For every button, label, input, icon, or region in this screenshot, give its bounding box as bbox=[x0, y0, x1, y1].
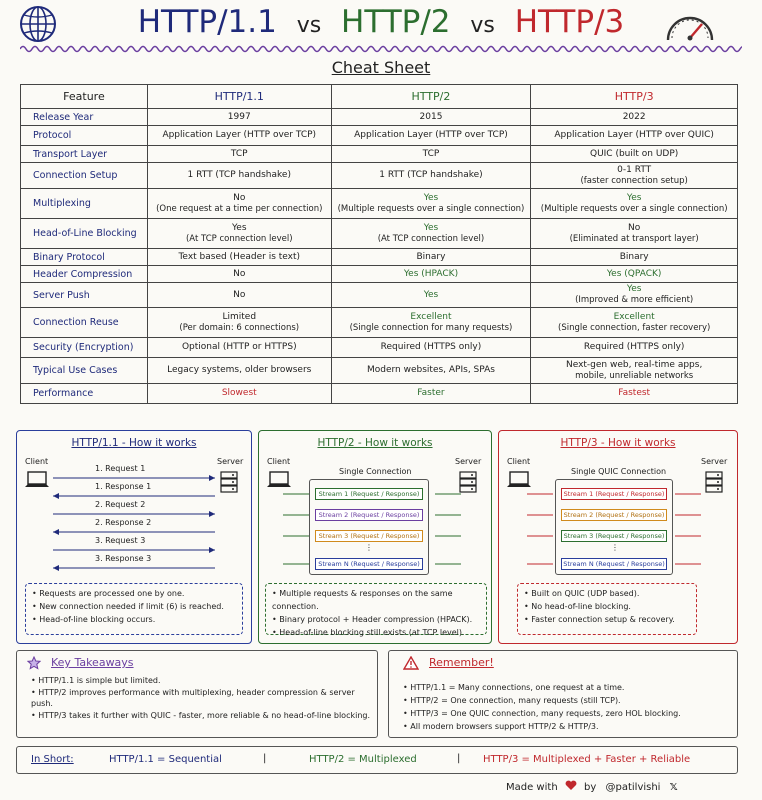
cell-h2 bbox=[331, 163, 531, 189]
note-item: • Faster connection setup & recovery. bbox=[524, 613, 690, 626]
footer-by: by bbox=[584, 782, 597, 793]
cell-h2 bbox=[331, 358, 531, 384]
step-label: 2. Response 2 bbox=[95, 518, 152, 527]
step-label: 3. Response 3 bbox=[95, 554, 152, 563]
cell-value: Required (HTTPS only) bbox=[583, 342, 685, 352]
cell-h2 bbox=[331, 283, 531, 308]
feature-cell: Connection Setup bbox=[21, 163, 148, 189]
cell-note: mobile, unreliable networks bbox=[575, 370, 694, 381]
cell-value: TCP bbox=[422, 148, 440, 159]
cell-value: Yes bbox=[423, 289, 439, 300]
note-item: • Built on QUIC (UDP based). bbox=[524, 587, 690, 600]
feature-cell: Header Compression bbox=[21, 266, 148, 283]
cell-value: No bbox=[628, 222, 641, 233]
header-http3: HTTP/3 bbox=[531, 85, 738, 109]
cell-h1 bbox=[147, 308, 331, 338]
cell-value: Yes bbox=[423, 222, 439, 233]
feature-cell: Server Push bbox=[21, 283, 148, 308]
globe-icon bbox=[18, 4, 58, 44]
cell-note: (Multiple requests over a single connection) bbox=[540, 203, 728, 214]
http3-panel-title: HTTP/3 - How it works bbox=[560, 437, 676, 449]
stream-ellipsis: ⋮ bbox=[365, 543, 373, 552]
cell-note: (Improved & more efficient) bbox=[575, 295, 694, 305]
in-short-http1: HTTP/1.1 = Sequential bbox=[109, 754, 222, 765]
header-http1: HTTP/1.1 bbox=[147, 85, 331, 109]
title-http2: HTTP/2 bbox=[341, 4, 451, 40]
list-item: • All modern browsers support HTTP/2 & HTTP/3. bbox=[403, 720, 733, 733]
cell-note: (At TCP connection level) bbox=[185, 233, 293, 244]
note-item: • No head-of-line blocking. bbox=[524, 600, 690, 613]
request-response-labels bbox=[77, 461, 187, 571]
cell-value: Binary bbox=[416, 251, 446, 262]
cell-value: 1 RTT (TCP handshake) bbox=[379, 170, 483, 180]
cell-value: No bbox=[233, 268, 246, 279]
cell-h1 bbox=[147, 266, 331, 283]
cell-value: Next-gen web, real-time apps, bbox=[565, 359, 703, 370]
cell-h3 bbox=[531, 219, 738, 249]
cell-h2 bbox=[331, 266, 531, 283]
table-row bbox=[21, 384, 738, 404]
cell-note: (At TCP connection level) bbox=[377, 233, 485, 244]
table-row bbox=[21, 266, 738, 283]
cell-value: Faster bbox=[417, 388, 445, 398]
cell-value: Yes (HPACK) bbox=[403, 268, 459, 279]
cell-h1 bbox=[147, 109, 331, 126]
cell-value: Yes (QPACK) bbox=[606, 268, 662, 279]
cell-h1 bbox=[147, 338, 331, 358]
feature-cell: Transport Layer bbox=[21, 146, 148, 163]
cell-value: 2015 bbox=[419, 111, 443, 122]
cell-note: (Single connection for many requests) bbox=[349, 322, 513, 333]
cell-h3 bbox=[531, 384, 738, 404]
cell-value: 0-1 RTT bbox=[617, 164, 652, 175]
separator: | bbox=[263, 753, 267, 764]
http2-panel bbox=[258, 430, 492, 644]
table-header-row bbox=[21, 85, 738, 109]
separator: | bbox=[457, 753, 461, 764]
cell-h2 bbox=[331, 146, 531, 163]
step-label: 1. Request 1 bbox=[95, 464, 146, 473]
in-short-http3: HTTP/3 = Multiplexed + Faster + Reliable bbox=[483, 754, 691, 765]
cell-note: (Multiple requests over a single connection) bbox=[337, 203, 525, 214]
cell-value: TCP bbox=[230, 148, 248, 159]
cell-note: (Single connection, faster recovery) bbox=[558, 322, 711, 333]
cell-h2 bbox=[331, 338, 531, 358]
stream-1: Stream 1 (Request / Response) bbox=[561, 488, 667, 500]
arrow-head bbox=[53, 493, 59, 499]
cell-value: Optional (HTTP or HTTPS) bbox=[181, 342, 297, 352]
cell-h2 bbox=[331, 249, 531, 266]
table-row bbox=[21, 249, 738, 266]
table-row bbox=[21, 146, 738, 163]
key-takeaways-box bbox=[16, 650, 378, 738]
connection-label: Single Connection bbox=[339, 467, 412, 476]
cell-value: Excellent bbox=[613, 311, 655, 322]
stream-3: Stream 3 (Request / Response) bbox=[315, 530, 423, 542]
cell-value: Required (HTTPS only) bbox=[380, 342, 482, 352]
list-item: • HTTP/2 = One connection, many requests (still TCP). bbox=[403, 694, 733, 707]
http2-notes bbox=[265, 583, 487, 635]
note-item: • Head-of-line blocking occurs. bbox=[32, 613, 236, 626]
header-feature: Feature bbox=[21, 85, 148, 109]
connection-label: Single QUIC Connection bbox=[571, 467, 667, 476]
cell-h2 bbox=[331, 219, 531, 249]
stream-n: Stream N (Request / Response) bbox=[315, 558, 423, 570]
page-title bbox=[90, 4, 672, 44]
heart-icon bbox=[565, 780, 577, 791]
list-item: • HTTP/2 improves performance with multiplexing, header compression & server push. bbox=[31, 687, 371, 710]
feature-cell: Head-of-Line Blocking bbox=[21, 219, 148, 249]
feature-cell: Binary Protocol bbox=[21, 249, 148, 266]
arrow-head bbox=[209, 511, 215, 517]
stream-3: Stream 3 (Request / Response) bbox=[561, 530, 667, 542]
stream-ellipsis: ⋮ bbox=[611, 543, 619, 552]
note-item: • New connection needed if limit (6) is reached. bbox=[32, 600, 236, 613]
key-takeaways-title: Key Takeaways bbox=[51, 656, 134, 669]
list-item: • HTTP/3 takes it further with QUIC - faster, more reliable & no head-of-line blocking. bbox=[31, 710, 371, 722]
cell-h3 bbox=[531, 249, 738, 266]
cell-value: 1 RTT (TCP handshake) bbox=[187, 170, 291, 180]
feature-cell: Protocol bbox=[21, 126, 148, 146]
list-item: • HTTP/3 = One QUIC connection, many requests, zero HOL blocking. bbox=[403, 707, 733, 720]
cell-value: Binary bbox=[619, 251, 649, 262]
server-label: Server bbox=[217, 457, 244, 466]
cell-h1 bbox=[147, 189, 331, 219]
title-vs-2: vs bbox=[470, 13, 495, 38]
table-row bbox=[21, 283, 738, 308]
cell-h3 bbox=[531, 338, 738, 358]
client-label: Client bbox=[267, 457, 291, 466]
note-item: • Multiple requests & responses on the same connection. bbox=[272, 587, 480, 613]
in-short-label: In Short: bbox=[31, 754, 74, 765]
wavy-divider bbox=[20, 44, 742, 54]
http3-panel bbox=[498, 430, 738, 644]
cell-h2 bbox=[331, 384, 531, 404]
star-icon bbox=[27, 656, 41, 670]
footer bbox=[506, 780, 678, 793]
comparison-table bbox=[20, 84, 738, 404]
title-http1: HTTP/1.1 bbox=[137, 4, 277, 40]
table-row bbox=[21, 358, 738, 384]
cell-value: No bbox=[233, 192, 246, 203]
arrow-head bbox=[209, 475, 215, 481]
arrow-head bbox=[53, 529, 59, 535]
table-row bbox=[21, 109, 738, 126]
takeaways-list bbox=[31, 675, 371, 721]
list-item: • HTTP/1.1 is simple but limited. bbox=[31, 675, 371, 687]
feature-cell: Security (Encryption) bbox=[21, 338, 148, 358]
cell-value: Application Layer (HTTP over TCP) bbox=[162, 130, 317, 140]
in-short-http2: HTTP/2 = Multiplexed bbox=[309, 754, 417, 765]
note-item: • Requests are processed one by one. bbox=[32, 587, 236, 600]
cell-h1 bbox=[147, 283, 331, 308]
cell-h1 bbox=[147, 126, 331, 146]
cell-value: Text based (Header is text) bbox=[178, 251, 301, 262]
cell-value: Fastest bbox=[618, 388, 651, 398]
http1-panel bbox=[16, 430, 252, 644]
cell-value: 1997 bbox=[227, 111, 251, 122]
stream-1: Stream 1 (Request / Response) bbox=[315, 488, 423, 500]
cell-note: (Eliminated at transport layer) bbox=[569, 233, 699, 244]
server-label: Server bbox=[455, 457, 482, 466]
stream-n: Stream N (Request / Response) bbox=[561, 558, 667, 570]
client-label: Client bbox=[507, 457, 531, 466]
http1-notes bbox=[25, 583, 243, 635]
cell-value: No bbox=[233, 289, 246, 300]
table-row bbox=[21, 338, 738, 358]
cell-note: (faster connection setup) bbox=[580, 175, 688, 186]
cell-h3 bbox=[531, 308, 738, 338]
cell-h1 bbox=[147, 163, 331, 189]
title-vs-1: vs bbox=[296, 13, 322, 38]
feature-cell: Multiplexing bbox=[21, 189, 148, 219]
table-row bbox=[21, 126, 738, 146]
feature-cell: Release Year bbox=[21, 109, 148, 126]
cell-value: Yes bbox=[626, 284, 642, 294]
remember-title: Remember! bbox=[429, 656, 494, 669]
note-item: • Binary protocol + Header compression (HPACK). bbox=[272, 613, 480, 626]
cell-h1 bbox=[147, 358, 331, 384]
table-row bbox=[21, 189, 738, 219]
cell-h3 bbox=[531, 126, 738, 146]
cell-h1 bbox=[147, 249, 331, 266]
footer-handle[interactable]: @patilvishi bbox=[605, 782, 661, 793]
table-row bbox=[21, 163, 738, 189]
cheat-sheet-heading: Cheat Sheet bbox=[331, 58, 431, 77]
title-http3: HTTP/3 bbox=[514, 4, 625, 40]
client-label: Client bbox=[25, 457, 49, 466]
in-short-bar bbox=[16, 746, 738, 774]
table-row bbox=[21, 219, 738, 249]
cell-h3 bbox=[531, 266, 738, 283]
feature-cell: Performance bbox=[21, 384, 148, 404]
server-icon bbox=[220, 471, 238, 493]
cell-value: Legacy systems, older browsers bbox=[167, 365, 312, 375]
remember-list bbox=[403, 681, 733, 733]
http1-panel-title: HTTP/1.1 - How it works bbox=[71, 437, 197, 449]
cell-h1 bbox=[147, 146, 331, 163]
cell-h1 bbox=[147, 219, 331, 249]
stream-2: Stream 2 (Request / Response) bbox=[315, 509, 423, 521]
cell-value: QUIC (built on UDP) bbox=[589, 148, 679, 159]
cell-value: Application Layer (HTTP over QUIC) bbox=[554, 130, 714, 140]
feature-cell: Connection Reuse bbox=[21, 308, 148, 338]
cell-value: Limited bbox=[222, 311, 257, 322]
cell-h2 bbox=[331, 109, 531, 126]
cell-value: Excellent bbox=[410, 311, 452, 322]
cell-h3 bbox=[531, 109, 738, 126]
arrow-head bbox=[209, 547, 215, 553]
laptop-icon bbox=[25, 471, 49, 489]
note-item: • Head-of-line blocking still exists (at TCP level). bbox=[272, 626, 480, 639]
server-label: Server bbox=[701, 457, 728, 466]
warning-icon bbox=[403, 656, 419, 670]
step-label: 1. Response 1 bbox=[95, 482, 152, 491]
http3-notes bbox=[517, 583, 697, 635]
cell-h3 bbox=[531, 189, 738, 219]
cell-value: Yes bbox=[231, 222, 247, 233]
cell-h3 bbox=[531, 283, 738, 308]
remember-box bbox=[388, 650, 738, 738]
stream-2: Stream 2 (Request / Response) bbox=[561, 509, 667, 521]
cell-h2 bbox=[331, 189, 531, 219]
arrow-head bbox=[53, 565, 59, 571]
x-logo-icon[interactable]: 𝕏 bbox=[669, 782, 678, 793]
step-label: 3. Request 3 bbox=[95, 536, 146, 545]
cell-note: (One request at a time per connection) bbox=[156, 203, 323, 214]
cell-value: 2022 bbox=[622, 111, 646, 122]
footer-made-with: Made with bbox=[506, 782, 558, 793]
feature-cell: Typical Use Cases bbox=[21, 358, 148, 384]
table-row bbox=[21, 308, 738, 338]
cell-h1 bbox=[147, 384, 331, 404]
cell-value: Application Layer (HTTP over TCP) bbox=[354, 130, 508, 140]
cell-h2 bbox=[331, 126, 531, 146]
cell-value: Slowest bbox=[221, 388, 257, 398]
cell-value: Modern websites, APIs, SPAs bbox=[366, 365, 495, 375]
cell-h2 bbox=[331, 308, 531, 338]
header-http2: HTTP/2 bbox=[331, 85, 531, 109]
http2-panel-title: HTTP/2 - How it works bbox=[317, 437, 433, 449]
list-item: • HTTP/1.1 = Many connections, one request at a time. bbox=[403, 681, 733, 694]
cell-h3 bbox=[531, 163, 738, 189]
cell-h3 bbox=[531, 358, 738, 384]
step-label: 2. Request 2 bbox=[95, 500, 146, 509]
cell-value: Yes bbox=[626, 192, 642, 203]
cell-note: (Per domain: 6 connections) bbox=[179, 322, 300, 333]
cell-h3 bbox=[531, 146, 738, 163]
cell-value: Yes bbox=[423, 192, 439, 203]
